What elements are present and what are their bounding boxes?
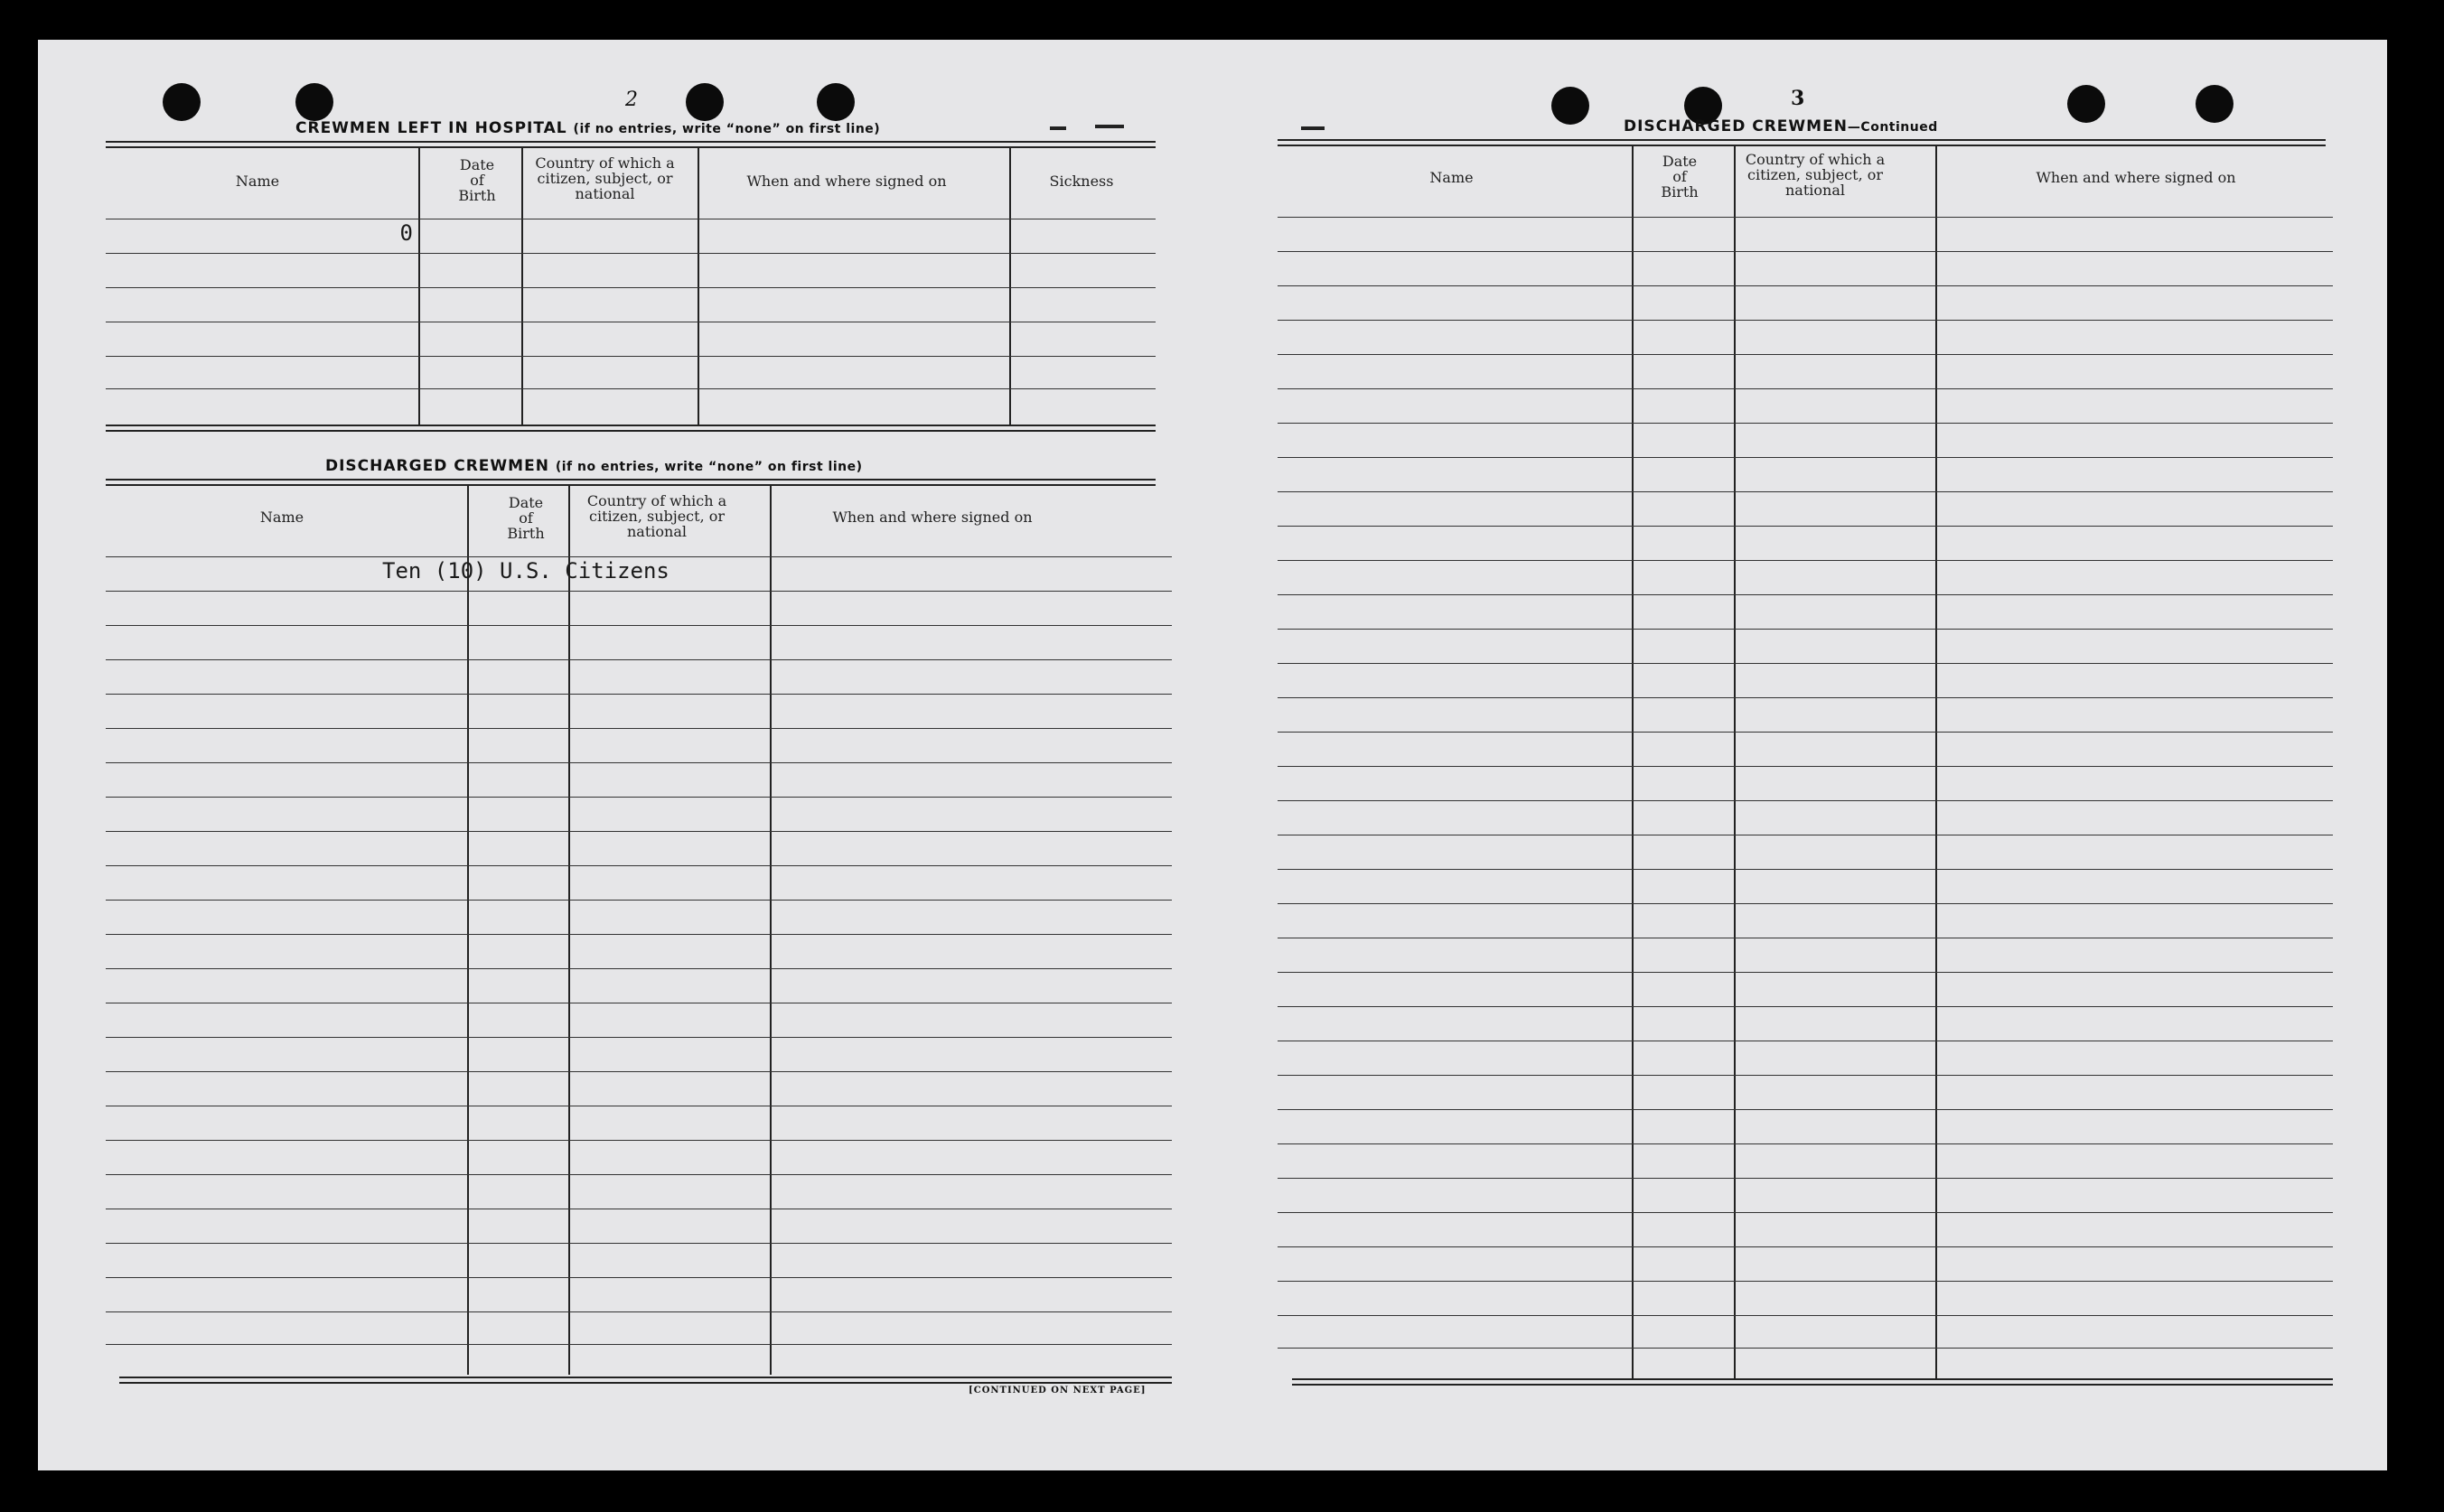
col-header-birth: Date of Birth — [1661, 153, 1699, 201]
col-header-signed-on: When and where signed on — [746, 173, 947, 190]
table-row-line — [106, 1174, 1172, 1175]
table-row-line — [106, 253, 1156, 254]
table-row-line — [106, 1277, 1172, 1278]
table-row-line — [1278, 251, 2333, 252]
ink-mark — [1301, 126, 1325, 130]
table-row-line — [1278, 457, 2333, 458]
table-row-line — [106, 1243, 1172, 1244]
discharged-continued-text: DISCHARGED CREWMEN — [1624, 117, 1848, 135]
col-header-name: Name — [235, 173, 280, 190]
col-divider — [418, 148, 420, 425]
table-row-line — [106, 934, 1172, 935]
col-header-country: Country of which a citizen, subject, or national — [1745, 151, 1886, 199]
col-divider — [770, 486, 772, 1375]
table-row-line — [1278, 560, 2333, 561]
table-row-line — [106, 1344, 1172, 1345]
table-row-line — [1278, 1315, 2333, 1316]
table-row-line — [1278, 1178, 2333, 1179]
table-row-line — [1278, 1212, 2333, 1213]
hospital-section-title — [295, 119, 880, 137]
ink-mark — [1095, 125, 1124, 128]
table-row-line — [106, 625, 1172, 626]
table-row-line — [106, 762, 1172, 763]
table-row-line — [1278, 1246, 2333, 1247]
col-divider — [1734, 146, 1736, 1378]
col-header-birth: Date of Birth — [458, 156, 496, 204]
col-divider — [698, 148, 699, 425]
hospital-subtitle-text: (if no entries, write “none” on first line) — [573, 122, 881, 136]
hospital-top-rule — [106, 141, 1156, 148]
right-bottom-rule — [1292, 1378, 2333, 1386]
table-row-line — [106, 659, 1172, 660]
continued-note: [CONTINUED ON NEXT PAGE] — [969, 1386, 1147, 1395]
punch-hole — [295, 83, 333, 121]
table-row-line — [106, 591, 1172, 592]
punch-hole — [163, 83, 201, 121]
col-divider — [1935, 146, 1937, 1378]
table-row-line — [1278, 217, 2333, 218]
page-number-left: 2 — [625, 89, 638, 111]
col-header-signed-on: When and where signed on — [832, 509, 1033, 526]
discharged-continued-title — [1624, 117, 1938, 135]
table-row-line — [1278, 354, 2333, 355]
table-row-line — [106, 1140, 1172, 1141]
col-divider — [1009, 148, 1011, 425]
table-row-line — [1278, 526, 2333, 527]
table-row-line — [106, 1037, 1172, 1038]
col-header-sickness: Sickness — [1049, 173, 1114, 190]
col-header-signed-on: When and where signed on — [2036, 169, 2236, 186]
ink-mark — [1050, 126, 1066, 130]
table-row-line — [1278, 869, 2333, 870]
col-header-name: Name — [1429, 169, 1474, 186]
table-row-line — [106, 287, 1156, 288]
punch-hole — [1551, 87, 1589, 125]
table-row-line — [106, 356, 1156, 357]
table-row-line — [1278, 972, 2333, 973]
table-row-line — [1278, 285, 2333, 286]
table-row-line — [1278, 388, 2333, 389]
col-header-country: Country of which a citizen, subject, or national — [535, 154, 675, 202]
table-row-line — [106, 694, 1172, 695]
discharged-bottom-rule — [119, 1377, 1172, 1384]
table-row-line — [1278, 766, 2333, 767]
col-divider — [467, 486, 469, 1375]
punch-hole — [817, 83, 855, 121]
punch-hole — [686, 83, 724, 121]
table-row-line — [1278, 800, 2333, 801]
discharged-top-rule — [106, 479, 1156, 486]
table-row-line — [1278, 1348, 2333, 1349]
hospital-title-text: CREWMEN LEFT IN HOSPITAL — [295, 119, 567, 137]
table-row-line — [106, 968, 1172, 969]
table-row-line — [1278, 1143, 2333, 1144]
discharged-continued-table — [1278, 146, 2333, 1378]
table-row-line — [1278, 903, 2333, 904]
table-row-line — [1278, 491, 2333, 492]
right-top-rule — [1278, 139, 2326, 146]
table-row-line — [1278, 732, 2333, 733]
col-header-country: Country of which a citizen, subject, or national — [586, 492, 727, 540]
col-divider — [521, 148, 523, 425]
col-divider — [1632, 146, 1634, 1378]
hospital-bottom-rule — [106, 425, 1156, 432]
table-row-line — [106, 1071, 1172, 1072]
col-header-name: Name — [259, 509, 304, 526]
hospital-table — [106, 148, 1156, 425]
table-row-line — [1278, 1109, 2333, 1110]
discharged-title-text: DISCHARGED CREWMEN — [325, 457, 549, 475]
table-row-line — [106, 797, 1172, 798]
table-row-line — [1278, 1006, 2333, 1007]
table-row-line — [106, 831, 1172, 832]
table-row-line — [1278, 663, 2333, 664]
document-sheet — [38, 40, 2387, 1470]
col-header-birth: Date of Birth — [507, 494, 545, 542]
table-row-line — [1278, 697, 2333, 698]
punch-hole — [2067, 85, 2105, 123]
table-row-line — [106, 388, 1156, 389]
continued-suffix: —Continued — [1847, 120, 1938, 135]
table-row-line — [1278, 423, 2333, 424]
table-row-line — [106, 1311, 1172, 1312]
table-row-line — [106, 728, 1172, 729]
page-number-right: 3 — [1791, 87, 1805, 110]
table-row-line — [106, 865, 1172, 866]
table-row-line — [106, 556, 1172, 557]
col-divider — [568, 486, 570, 1375]
table-row-line — [1278, 1075, 2333, 1076]
discharged-table — [106, 486, 1172, 1375]
table-row-line — [1278, 594, 2333, 595]
discharged-section-title — [325, 457, 862, 475]
table-row-line — [1278, 320, 2333, 321]
punch-hole — [2196, 85, 2233, 123]
discharged-subtitle-text: (if no entries, write “none” on first line) — [555, 460, 863, 474]
hospital-entry: 0 — [399, 220, 413, 246]
table-row-line — [106, 900, 1172, 901]
table-row-line — [1278, 629, 2333, 630]
discharged-entry: Ten (10) U.S. Citizens — [382, 558, 670, 583]
table-row-line — [1278, 1281, 2333, 1282]
